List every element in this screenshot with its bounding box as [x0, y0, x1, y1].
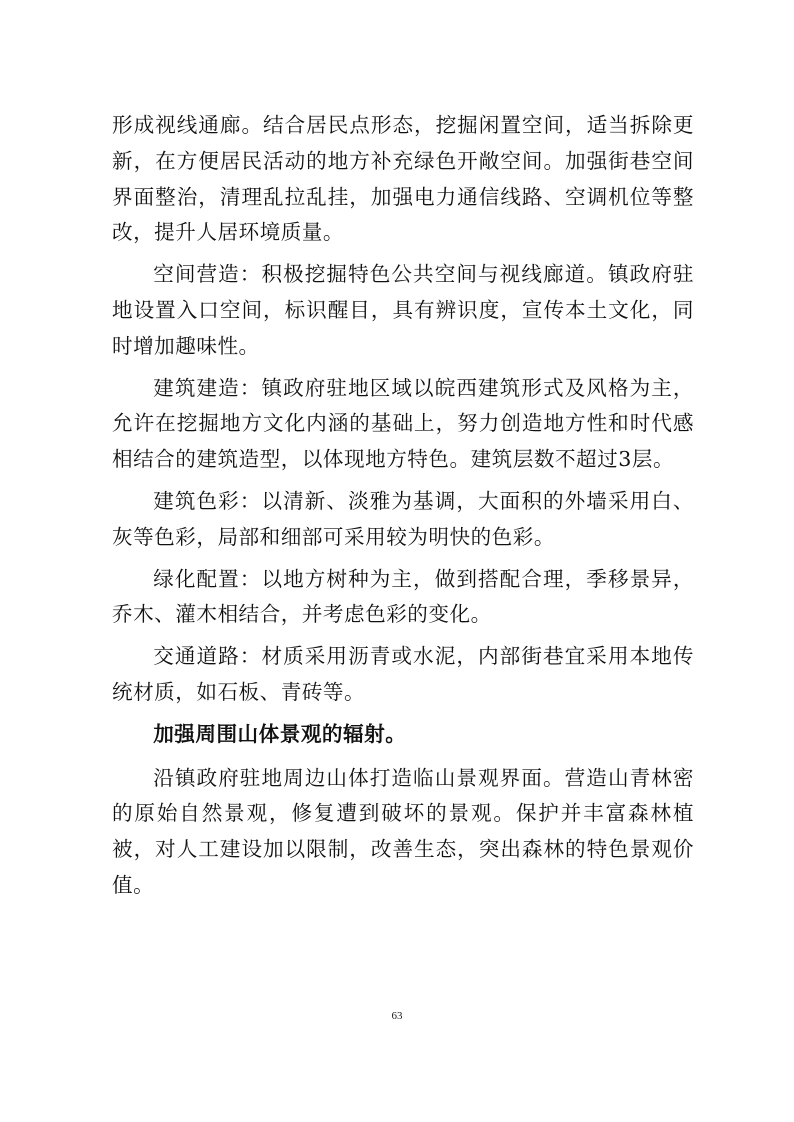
- body-text: [112, 108, 694, 910]
- paragraph-building-construction: 建筑建造：镇政府驻地区域以皖西建筑形式及风格为主，允许在挖掘地方文化内涵的基础上，努力创造地方性和时代感相结合的建筑造型，以体现地方特色。建筑层数不超过3层。: [112, 375, 694, 472]
- page-number: 63: [391, 1010, 403, 1022]
- paragraph-space-design: 空间营造：积极挖掘特色公共空间与视线廊道。镇政府驻地设置入口空间，标识醒目，具有辨识度，宣传本土文化，同时增加趣味性。: [112, 262, 694, 358]
- paragraph-greening: 绿化配置：以地方树种为主，做到搭配合理，季移景异，乔木、灌木相结合，并考虑色彩的变化。: [112, 566, 694, 627]
- paragraph-mountain-landscape: 沿镇政府驻地周边山体打造临山景观界面。营造山青林密的原始自然景观，修复遭到破坏的景观。保护并丰富森林植被，对人工建设加以限制，改善生态，突出森林的特色景观价值。: [112, 765, 694, 897]
- paragraph-continued: 形成视线通廊。结合居民点形态，挖掘闲置空间，适当拆除更新，在方便居民活动的地方补充绿色开敞空间。加强街巷空间界面整治，清理乱拉乱挂，加强电力通信线路、空调机位等整改，提升人居环境质量。: [112, 113, 694, 245]
- paragraph-building-color: 建筑色彩：以清新、淡雅为基调，大面积的外墙采用白、灰等色彩，局部和细部可采用较为明快的色彩。: [112, 488, 694, 549]
- paragraph-roads: 交通道路：材质采用沥青或水泥，内部街巷宜采用本地传统材质，如石板、青砖等。: [112, 644, 694, 704]
- section-heading: 加强周围山体景观的辐射。: [153, 721, 407, 746]
